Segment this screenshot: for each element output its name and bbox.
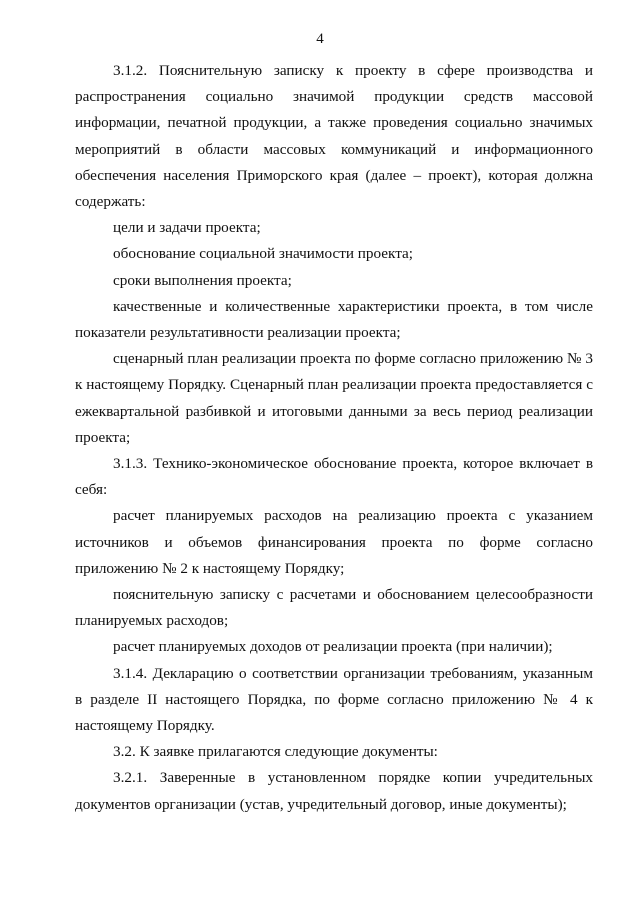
list-item-explanatory-note: пояснительную записку с расчетами и обоснованием целесообразности планируемых расходов; — [75, 586, 593, 630]
list-item-social-significance: обоснование социальной значимости проекта; — [113, 245, 413, 263]
paragraph-3-2-1: 3.2.1. Заверенные в установленном порядке копии учредительных документов организации (устав, учредительный договор, иные документы); — [75, 769, 593, 813]
paragraph-3-1-3: 3.1.3. Технико-экономическое обоснование проекта, которое включает в себя: — [75, 455, 593, 499]
list-item-goals: цели и задачи проекта; — [113, 219, 261, 237]
list-item-scenario-plan: сценарный план реализации проекта по форме согласно приложению № 3 к настоящему Порядку. Сценарный план реализации проекта предоставляется с ежеквартальной разбивкой и итоговыми данными за весь период реализации проекта; — [75, 350, 593, 446]
list-item-characteristics: качественные и количественные характеристики проекта, в том числе показатели результативности реализации проекта; — [75, 297, 593, 342]
page-number: 4 — [316, 31, 324, 47]
list-item-deadlines: сроки выполнения проекта; — [113, 271, 292, 289]
list-item-income-calculation: расчет планируемых доходов от реализации проекта (при наличии); — [113, 638, 553, 656]
paragraph-3-1-4: 3.1.4. Декларацию о соответствии организации требованиям, указанным в разделе II настоящего Порядка, по форме согласно приложению № 4 к настоящему Порядку. — [75, 664, 593, 735]
list-item-expense-calculation: расчет планируемых расходов на реализацию проекта с указанием источников и объемов финансирования проекта по форме согласно приложению № 2 к настоящему Порядку; — [75, 507, 593, 577]
paragraph-3-2: 3.2. К заявке прилагаются следующие документы: — [113, 743, 438, 761]
paragraph-3-1-2: 3.1.2. Пояснительную записку к проекту в сфере производства и распространения социально значимой продукции средств массовой информации, печатной продукции, а также проведения социально значимых мероприятий в области массовых коммуникаций и информационного обеспечения населения Приморского края (далее – проект), которая должна содержать: — [75, 62, 593, 211]
document-body — [75, 58, 593, 818]
